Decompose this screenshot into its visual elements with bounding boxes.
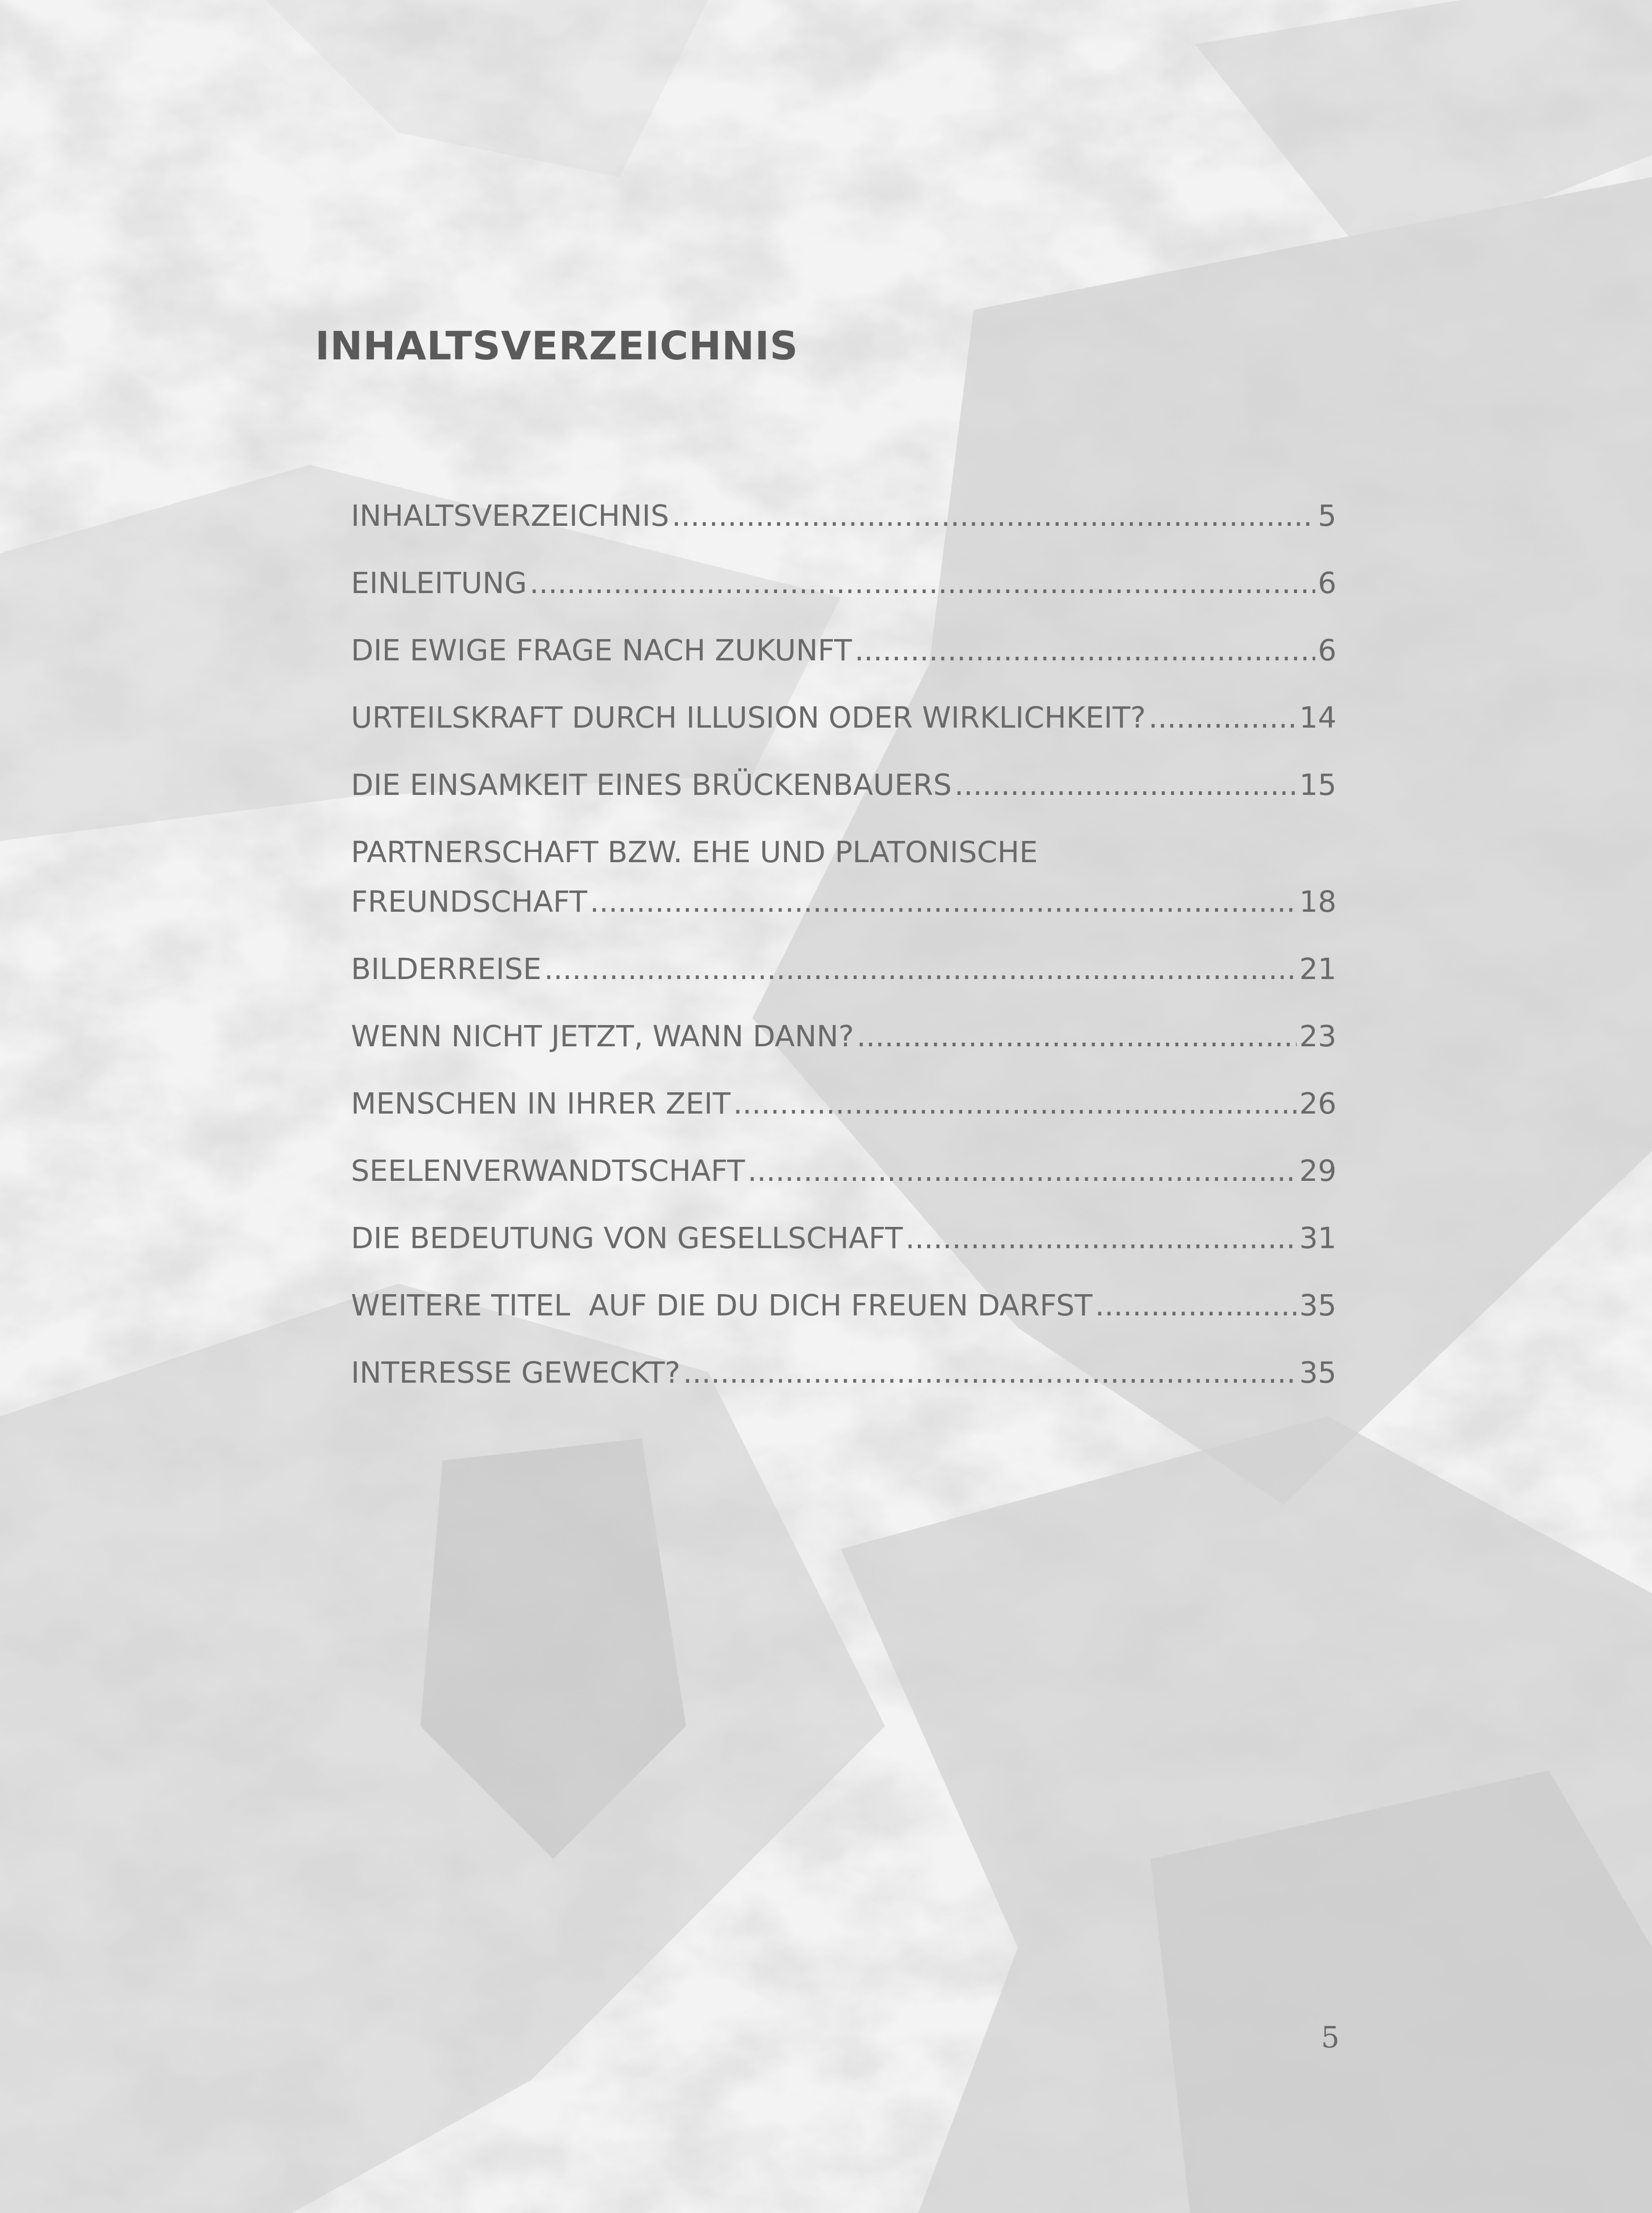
toc-entry-title: URTEILSKRAFT DURCH ILLUSION ODER WIRKLICHKEIT? bbox=[351, 701, 1146, 735]
toc-entry-title: EINLEITUNG bbox=[351, 566, 527, 600]
toc-entry-title: MENSCHEN IN IHRER ZEIT bbox=[351, 1087, 731, 1121]
toc-dot-leader bbox=[955, 760, 1297, 810]
toc-entry-page: 5 bbox=[1318, 499, 1336, 533]
toc-entry[interactable] bbox=[351, 559, 1336, 608]
toc-entry[interactable] bbox=[351, 1079, 1336, 1129]
toc-entry-page: 26 bbox=[1299, 1087, 1336, 1121]
toc-dot-leader bbox=[683, 1348, 1297, 1398]
toc-entry[interactable] bbox=[351, 1146, 1336, 1196]
table-of-contents bbox=[351, 491, 1336, 1415]
toc-entry[interactable] bbox=[351, 828, 1336, 927]
toc-dot-leader bbox=[733, 1079, 1297, 1129]
toc-entry[interactable] bbox=[351, 945, 1336, 994]
toc-entry-title: DIE EWIGE FRAGE NACH ZUKUNFT bbox=[351, 633, 852, 667]
toc-entry[interactable] bbox=[351, 760, 1336, 810]
toc-entry-title: WEITERE TITEL AUF DIE DU DICH FREUEN DARFST bbox=[351, 1288, 1093, 1322]
toc-entry-title: INHALTSVERZEICHNIS bbox=[351, 499, 670, 533]
toc-entry[interactable] bbox=[351, 1012, 1336, 1061]
toc-entry-title: BILDERREISE bbox=[351, 952, 542, 986]
toc-dot-leader bbox=[857, 1012, 1297, 1061]
toc-dot-leader bbox=[672, 491, 1315, 541]
toc-entry-page: 14 bbox=[1299, 701, 1336, 735]
toc-entry[interactable] bbox=[351, 693, 1336, 743]
toc-entry[interactable] bbox=[351, 1214, 1336, 1263]
toc-entry[interactable] bbox=[351, 1348, 1336, 1398]
toc-entry[interactable] bbox=[351, 626, 1336, 675]
toc-entry-title: SEELENVERWANDTSCHAFT bbox=[351, 1154, 745, 1188]
page-number: 5 bbox=[1321, 2020, 1340, 2055]
toc-entry-page: 6 bbox=[1318, 633, 1336, 667]
toc-dot-leader bbox=[590, 877, 1297, 927]
toc-entry-page: 23 bbox=[1299, 1019, 1336, 1053]
toc-entry-page: 29 bbox=[1299, 1154, 1336, 1188]
page-title: INHALTSVERZEICHNIS bbox=[315, 323, 798, 369]
toc-dot-leader bbox=[747, 1146, 1297, 1196]
toc-dot-leader bbox=[530, 559, 1315, 608]
toc-entry-title: INTERESSE GEWECKT? bbox=[351, 1356, 681, 1390]
toc-entry-page: 6 bbox=[1318, 566, 1336, 600]
toc-entry-title: FREUNDSCHAFT bbox=[351, 885, 587, 919]
toc-entry-title: DIE BEDEUTUNG VON GESELLSCHAFT bbox=[351, 1221, 903, 1255]
toc-entry-page: 35 bbox=[1299, 1288, 1336, 1322]
toc-entry-page: 21 bbox=[1299, 952, 1336, 986]
toc-dot-leader bbox=[855, 626, 1315, 675]
toc-entry-title: WENN NICHT JETZT, WANN DANN? bbox=[351, 1019, 854, 1053]
toc-entry-title-line1: PARTNERSCHAFT BZW. EHE UND PLATONISCHE bbox=[351, 835, 1038, 869]
toc-dot-leader bbox=[544, 945, 1297, 994]
toc-entry-page: 18 bbox=[1299, 885, 1336, 919]
toc-entry[interactable] bbox=[351, 491, 1336, 541]
toc-entry-page: 15 bbox=[1299, 768, 1336, 802]
toc-entry-page: 35 bbox=[1299, 1356, 1336, 1390]
toc-dot-leader bbox=[1095, 1281, 1297, 1330]
toc-dot-leader bbox=[1148, 693, 1297, 743]
toc-dot-leader bbox=[905, 1214, 1297, 1263]
toc-entry[interactable] bbox=[351, 1281, 1336, 1330]
toc-entry-title: DIE EINSAMKEIT EINES BRÜCKENBAUERS bbox=[351, 768, 952, 802]
toc-entry-page: 31 bbox=[1299, 1221, 1336, 1255]
